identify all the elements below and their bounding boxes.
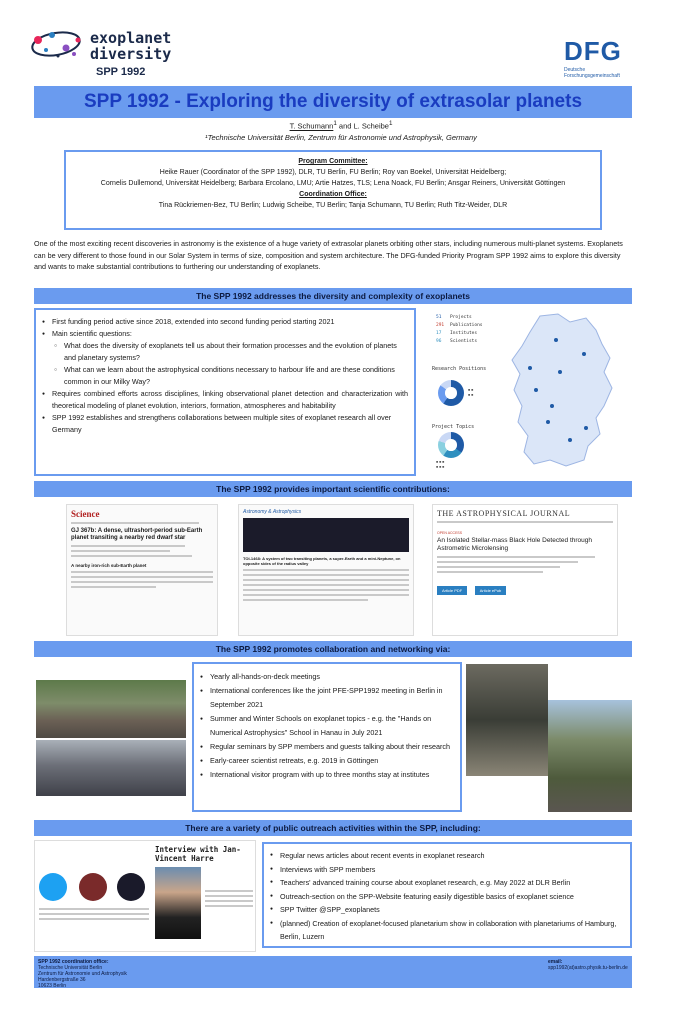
article-epub-button[interactable]: Article ePub <box>475 586 507 595</box>
list-item: ● Requires combined efforts across disciplines, linking observational planet detection and characterization with theoretical modeling of planet evolution, interiors, formation, atmospheres and habitability <box>42 388 408 412</box>
apj-journal-logo: THE ASTROPHYSICAL JOURNAL <box>437 509 571 518</box>
list-item: ● Regular seminars by SPP members and guests talking about their research <box>200 740 454 754</box>
exoplanet-diversity-logo <box>30 26 190 82</box>
news-image-2 <box>117 873 145 901</box>
section4-list <box>270 849 624 944</box>
section2-heading: The SPP 1992 provides important scientific contributions: <box>34 481 632 497</box>
affiliation: ¹Technische Universität Berlin, Zentrum für Astronomie und Astrophysik, Germany <box>205 132 477 142</box>
intro-paragraph: One of the most exciting recent discoveries in astronomy is the existence of a huge variety of extrasolar planets orbiting other stars, including numerous multi-planet systems. Exoplanets can be very different to those found in our Solar System in terms of size, composition and system architecture. The DFG-funded Priority Program SPP 1992 aims to explore this diversity and wants to make substantial contributions to furthering our understanding of exoplanets. <box>34 239 623 271</box>
committee-line2: Cornelis Dullemond, Universität Heidelberg; Barbara Ercolano, LMU; Artie Hatzes, TLS; Lena Noack, FU Berlin; Ansgar Reiners, Universität Göttingen <box>100 180 566 187</box>
section1-heading: The SPP 1992 addresses the diversity and complexity of exoplanets <box>34 288 632 304</box>
aa-paper-preview <box>238 504 414 636</box>
paper3-title: An Isolated Stellar-mass Black Hole Detected through Astrometric Microlensing <box>437 537 592 552</box>
scientists-label: Scientists <box>450 339 478 344</box>
projects-label: Projects <box>450 315 472 320</box>
section4-heading: There are a variety of public outreach activities within the SPP, including: <box>34 820 632 836</box>
author2-sup: 1 <box>388 120 393 127</box>
dfg-mark: DFG <box>564 36 622 66</box>
title-banner <box>34 86 632 118</box>
open-access-badge: OPEN ACCESS <box>437 531 463 535</box>
stats-panel <box>436 314 483 346</box>
positions-legend: ■ ■ ■ ■ <box>468 388 474 397</box>
article-pdf-button[interactable]: Article PDF <box>437 586 467 595</box>
interview-portrait <box>155 867 201 939</box>
footer-line1: Technische Universität Berlin <box>38 965 103 971</box>
interview-title: Interview with Jan-Vincent Harre <box>155 845 241 863</box>
science-journal-logo: Science <box>71 509 100 519</box>
dfg-line1: Deutsche <box>564 67 586 73</box>
list-item: ● SPP Twitter @SPP_exoplanets <box>270 903 624 917</box>
dfg-line2: Forschungsgemeinschaft <box>564 73 620 79</box>
coordination-heading: Coordination Office: <box>299 191 367 198</box>
germany-map <box>500 310 628 470</box>
list-item: ● International conferences like the joint PFE-SPP1992 meeting in Berlin in September 2021 <box>200 684 454 712</box>
committee-heading: Program Committee: <box>298 158 368 165</box>
list-item: ● Main scientific questions: <box>42 328 408 340</box>
apj-paper-preview <box>432 504 618 636</box>
projects-count: 51 <box>436 315 442 320</box>
dfg-logo <box>564 36 634 79</box>
section3-list <box>200 670 454 782</box>
author-schumann: T. Schumann <box>289 121 334 131</box>
list-item: ● Summer and Winter Schools on exoplanet topics - e.g. the "Hands on Numerical Astrophysics" School in Hanau in July 2021 <box>200 712 454 740</box>
paper2-title: TOI-1468: A system of two transiting planets, a super-Earth and a mini-Neptune, on opposite sides of the radius valley <box>243 556 401 566</box>
topics-donut <box>438 432 464 458</box>
outreach-screens <box>34 840 256 952</box>
section4-box <box>262 842 632 948</box>
group-photo-1 <box>36 680 186 738</box>
logo-program: SPP 1992 <box>96 66 146 78</box>
footer-line3: Hardenbergstraße 36 <box>38 977 86 983</box>
publications-count: 291 <box>436 323 445 328</box>
footer-line4: 10623 Berlin <box>38 983 67 989</box>
footer-heading: SPP 1992 coordination office: <box>38 959 109 965</box>
footer <box>34 956 632 988</box>
aa-header-image <box>243 518 409 552</box>
aa-journal-logo: Astronomy & Astrophysics <box>243 509 302 515</box>
section1-list <box>42 316 408 436</box>
list-item: ● Teachers' advanced training course about exoplanet research, e.g. May 2022 at DLR Berlin <box>270 876 624 890</box>
telescope-photo <box>466 664 548 776</box>
section3-heading: The SPP 1992 promotes collaboration and networking via: <box>34 641 632 657</box>
scientists-count: 96 <box>436 339 442 344</box>
paper1-subtitle: A nearby iron-rich sub-Earth planet <box>71 563 147 568</box>
topics-legend: ■ ■ ■ ■ ■ ■ <box>436 460 445 469</box>
list-item: ● (planned) Creation of exoplanet-focused planetarium show in collaboration with planetariums of Hamburg, Berlin, Luzern <box>270 917 624 944</box>
email-label: email: <box>548 959 563 965</box>
list-item: ● SPP 1992 establishes and strengthens collaborations between multiple sites of exoplanet research all over Germany <box>42 412 408 436</box>
footer-line2: Zentrum für Astronomie und Astrophysik <box>38 971 127 977</box>
list-item: ● First funding period active since 2018, extended into second funding period starting 2021 <box>42 316 408 328</box>
list-item: ● Outreach-section on the SPP-Website featuring easily digestible basics of exoplanet science <box>270 890 624 904</box>
logo-line1: exoplanet <box>90 29 172 47</box>
list-item: ● Yearly all-hands-on-deck meetings <box>200 670 454 684</box>
positions-donut <box>438 380 464 406</box>
research-positions-label: Research Positions <box>432 366 487 372</box>
science-paper-preview <box>66 504 218 636</box>
logo-line2: diversity <box>90 45 172 63</box>
list-item: ○ What does the diversity of exoplanets tell us about their formation processes and the evolution of planets and planetary systems? <box>42 340 408 364</box>
list-item: ● International visitor program with up to three months stay at institutes <box>200 768 454 782</box>
section3-box <box>192 662 462 812</box>
group-photo-2 <box>36 740 186 796</box>
list-item: ● Regular news articles about recent events in exoplanet research <box>270 849 624 863</box>
logo-orbit-icon <box>30 26 92 66</box>
logo-wordmark <box>90 30 171 62</box>
email-link[interactable]: spp1992(at)astro.physik.tu-berlin.de <box>548 965 628 971</box>
list-item: ● Interviews with SPP members <box>270 863 624 877</box>
list-item: ○ What can we learn about the astrophysical conditions necessary to harbour life and are these conditions common in our Milky Way? <box>42 364 408 388</box>
committee-box <box>64 150 602 230</box>
author-scheibe: and L. Scheibe <box>336 121 389 131</box>
publications-label: Publications <box>450 323 483 328</box>
institutes-count: 17 <box>436 331 442 336</box>
observatory-photo <box>548 700 632 812</box>
author-block <box>0 118 682 143</box>
coordination-line: Tina Rückriemen-Bez, TU Berlin; Ludwig Scheibe, TU Berlin; Tanja Schumann, TU Berlin; Ruth Titz-Weider, DLR <box>158 202 508 209</box>
list-item: ● Early-career scientist retreats, e.g. 2019 in Göttingen <box>200 754 454 768</box>
institutes-label: Institutes <box>450 331 478 336</box>
paper1-title: GJ 367b: A dense, ultrashort-period sub-Earth planet transiting a nearby red dwarf star <box>71 528 203 541</box>
twitter-icon[interactable] <box>39 873 67 901</box>
news-image-1 <box>79 873 107 901</box>
author1-sup: 1 <box>333 120 337 127</box>
poster-title: SPP 1992 - Exploring the diversity of extrasolar planets <box>83 91 583 112</box>
committee-line1: Heike Rauer (Coordinator of the SPP 1992), DLR, TU Berlin, FU Berlin; Roy van Boekel, Universität Heidelberg; <box>159 169 507 176</box>
section1-box <box>34 308 416 476</box>
project-topics-label: Project Topics <box>432 424 475 430</box>
